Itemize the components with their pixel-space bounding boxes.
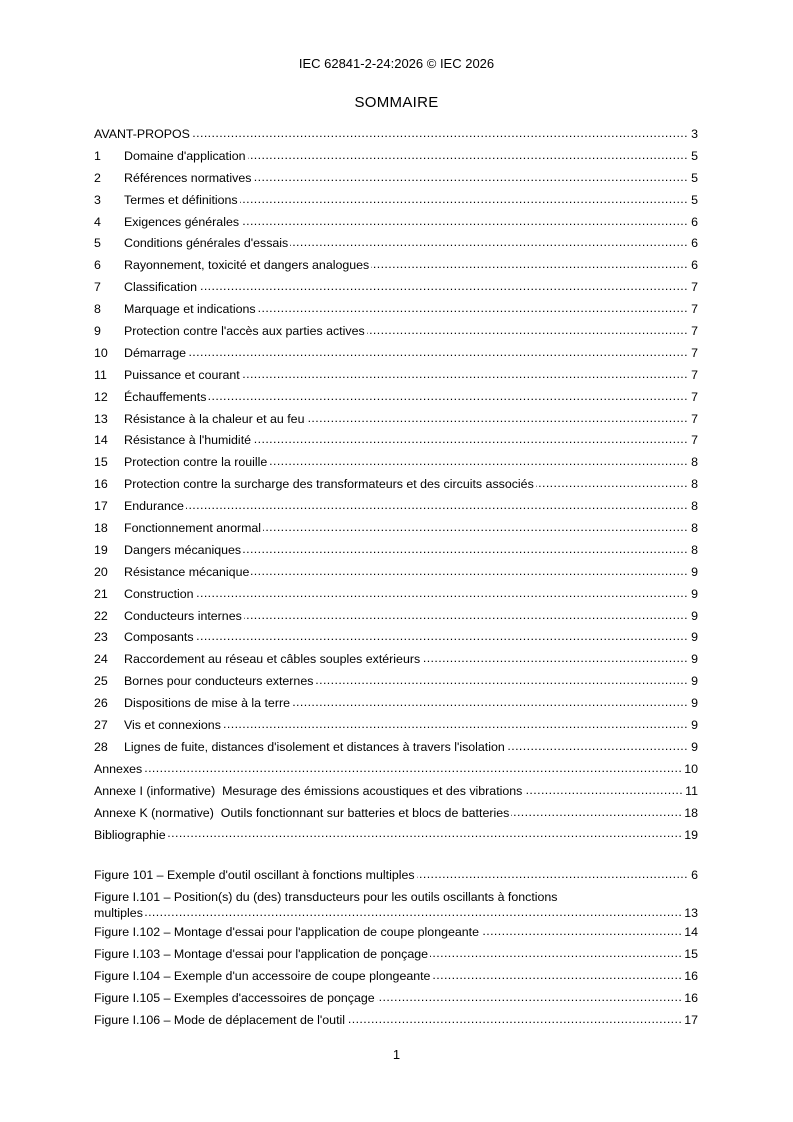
toc-entry-15[interactable] [94,452,698,474]
toc-entry-number: 22 [94,608,108,623]
toc-entry-number: 15 [94,455,108,470]
leader-dots [377,991,683,1005]
toc-entry-label: Rayonnement, toxicité et dangers analogues [124,258,370,273]
toc-entry-label: Dangers mécaniques [124,542,242,557]
toc-entry-label: Protection contre l'accès aux parties actives [124,324,365,339]
toc-entry-20[interactable] [94,562,698,584]
leader-dots [269,455,688,469]
toc-entry-number: 11 [94,367,107,382]
toc-entry-number: 18 [94,521,108,536]
toc-entry-page: 3 [691,127,698,141]
figure-entry-i103[interactable] [94,944,698,966]
leader-dots [251,565,688,579]
toc-entry-label: Marquage et indications [124,302,256,317]
figure-entry-label: Figure I.104 – Exemple d'un accessoire de coupe plongeante [94,969,431,984]
leader-dots [306,411,688,425]
figure-entry-101[interactable] [94,865,698,887]
toc-entry-label: Dispositions de mise à la terre [124,696,290,711]
figure-entry-page: 13 [684,906,698,921]
figure-entry-i105[interactable] [94,988,698,1010]
toc-entry-page: 8 [691,477,698,492]
figure-entry-page: 15 [684,947,698,962]
toc-entry-label: AVANT-PROPOS [94,127,190,141]
toc-entry-label: Exigences générales [124,214,240,229]
toc-entry-label: Démarrage [124,345,186,360]
toc-entry-page: 8 [691,499,698,514]
toc-entry-bibliographie[interactable] [94,825,698,847]
leader-dots [511,806,682,820]
toc-entry-label: Annexe K (normative) Outils fonctionnant sur batteries et blocs de batteries [94,805,510,820]
toc-entry-number: 7 [94,280,101,295]
toc-entry-page: 19 [684,827,698,842]
toc-entry-label: Composants [124,630,194,645]
toc-entry-page: 7 [691,280,698,295]
figure-entry-i106[interactable] [94,1010,698,1032]
leader-dots [417,868,688,882]
toc-entry-annexe-k[interactable] [94,803,698,825]
toc-entry-10[interactable] [94,343,698,365]
toc-entry-3[interactable] [94,190,698,212]
toc-entry-page: 7 [691,302,698,317]
toc-entry-5[interactable] [94,233,698,255]
leader-dots [196,587,688,601]
toc-entry-label: Puissance et courant [124,367,240,382]
toc-entry-number: 14 [94,433,108,448]
toc-entry-label: Protection contre la surcharge des transformateurs et des circuits associés [124,477,534,492]
leader-dots [244,608,688,622]
toc-entry-label: Bornes pour conducteurs externes [124,674,314,689]
toc-entry-annexes[interactable] [94,759,698,781]
toc-entry-page: 11 [685,783,698,798]
toc-entry-page: 5 [691,192,698,207]
toc-entry-number: 23 [94,630,108,645]
toc-entry-page: 5 [691,170,698,185]
toc-entry-label: Domaine d'application [124,148,246,163]
toc-entry-number: 28 [94,739,108,754]
leader-dots [145,903,682,917]
toc-entry-11[interactable] [94,365,698,387]
leader-dots [208,390,688,404]
toc-entry-label: Construction [124,586,194,601]
leader-dots [199,280,688,294]
toc-entry-page: 6 [691,258,698,273]
table-of-contents [94,124,698,1032]
leader-dots [188,346,688,360]
toc-entry-18[interactable] [94,518,698,540]
figure-entry-label-line1: Figure I.101 – Position(s) du (des) transducteurs pour les outils oscillants à fonctions [94,890,558,905]
toc-entry-page: 5 [691,148,698,163]
toc-entry-label: Endurance [124,499,184,514]
leader-dots [243,543,688,557]
toc-entry-number: 1 [94,148,101,163]
toc-entry-label: Annexes [94,761,143,776]
leader-dots [315,674,688,688]
toc-entry-page: 7 [691,411,698,426]
figure-entry-page: 6 [691,868,698,883]
toc-entry-page: 9 [691,652,698,667]
toc-entry-page: 8 [691,542,698,557]
page-title: SOMMAIRE [354,94,439,111]
toc-entry-number: 25 [94,674,108,689]
toc-entry-label: Conditions générales d'essais [124,236,289,251]
toc-entry-27[interactable] [94,715,698,737]
toc-entry-page: 7 [691,345,698,360]
figure-entry-i102[interactable] [94,922,698,944]
toc-entry-number: 2 [94,170,101,185]
document-header: IEC 62841-2-24:2026 © IEC 2026 [298,56,495,71]
leader-dots [536,477,688,491]
leader-dots [240,193,688,207]
toc-entry-4[interactable] [94,212,698,234]
toc-entry-1[interactable] [94,146,698,168]
toc-entry-number: 24 [94,652,108,667]
toc-entry-label: Protection contre la rouille [124,455,268,470]
toc-entry-page: 9 [691,564,698,579]
toc-entry-number: 3 [94,192,101,207]
leader-dots [192,127,688,141]
leader-dots [223,718,688,732]
toc-entry-label: Références normatives [124,170,252,185]
leader-dots [263,521,688,535]
toc-entry-label: Conducteurs internes [124,608,242,623]
toc-entry-label: Raccordement au réseau et câbles souples extérieurs [124,652,421,667]
toc-entry-label: Annexe I (informative) Mesurage des émissions acoustiques et des vibrations [94,783,523,798]
leader-dots [367,324,688,338]
toc-entry-12[interactable] [94,387,698,409]
toc-entry-page: 9 [691,630,698,645]
figure-entry-i101[interactable] [94,887,698,922]
leader-dots [347,1013,682,1027]
toc-entry-number: 10 [94,345,108,360]
toc-entry-number: 27 [94,718,108,733]
figure-entry-page: 14 [684,925,698,940]
toc-entry-2[interactable] [94,168,698,190]
toc-entry-label: Lignes de fuite, distances d'isolement et distances à travers l'isolation [124,739,505,754]
toc-entry-page: 7 [691,389,698,404]
toc-entry-25[interactable] [94,671,698,693]
section-spacer [94,846,698,865]
toc-entry-page: 9 [691,586,698,601]
leader-dots [290,236,688,250]
toc-entry-label: Termes et définitions [124,192,238,207]
toc-entry-number: 19 [94,542,108,557]
leader-dots [481,925,682,939]
leader-dots [253,171,688,185]
figure-entry-page: 16 [684,990,698,1005]
toc-entry-21[interactable] [94,584,698,606]
toc-entry-label: Résistance mécanique [124,564,250,579]
figure-entry-label-line2: multiples [94,906,143,921]
leader-dots [186,499,688,513]
leader-dots [253,433,688,447]
figure-entry-label: Figure I.105 – Exemples d'accessoires de ponçage [94,990,375,1005]
leader-dots [241,214,688,228]
toc-entry-24[interactable] [94,649,698,671]
toc-entry-22[interactable] [94,606,698,628]
toc-entry-number: 9 [94,324,101,339]
toc-entry-label: Fonctionnement anormal [124,521,262,536]
toc-entry-label: Classification [124,280,197,295]
leader-dots [430,947,682,961]
leader-dots [371,258,688,272]
leader-dots [422,652,688,666]
page-number: 1 [392,1047,401,1062]
figure-entry-page: 17 [684,1012,698,1027]
toc-entry-label: Échauffements [124,389,207,404]
toc-entry-label: Bibliographie [94,827,166,842]
figure-entry-page: 16 [684,969,698,984]
toc-entry-6[interactable] [94,255,698,277]
leader-dots [248,149,688,163]
leader-dots [524,784,683,798]
toc-entry-number: 26 [94,696,108,711]
toc-entry-page: 10 [684,761,698,776]
toc-entry-17[interactable] [94,496,698,518]
toc-entry-9[interactable] [94,321,698,343]
toc-entry-number: 12 [94,389,108,404]
toc-entry-label: Vis et connexions [124,718,221,733]
figure-entry-label: Figure I.102 – Montage d'essai pour l'application de coupe plongeante [94,925,479,940]
toc-entry-19[interactable] [94,540,698,562]
figure-entry-label: Figure 101 – Exemple d'outil oscillant à fonctions multiples [94,868,415,883]
leader-dots [196,630,688,644]
toc-entry-number: 5 [94,236,101,251]
toc-entry-page: 9 [691,739,698,754]
toc-entry-page: 6 [691,214,698,229]
toc-entry-23[interactable] [94,627,698,649]
toc-entry-annexe-i[interactable] [94,781,698,803]
toc-entry-13[interactable] [94,409,698,431]
toc-entry-page: 7 [691,367,698,382]
toc-entry-16[interactable] [94,474,698,496]
toc-entry-avant-propos[interactable] [94,124,698,146]
toc-entry-page: 18 [684,805,698,820]
toc-entry-number: 13 [94,411,108,426]
toc-entry-number: 21 [94,586,108,601]
toc-entry-number: 17 [94,499,108,514]
toc-entry-page: 8 [691,455,698,470]
toc-entry-page: 8 [691,521,698,536]
figure-entry-label: Figure I.103 – Montage d'essai pour l'application de ponçage [94,947,428,962]
toc-entry-number: 16 [94,477,108,492]
toc-entry-14[interactable] [94,430,698,452]
toc-entry-page: 9 [691,608,698,623]
toc-entry-number: 20 [94,564,108,579]
toc-entry-page: 9 [691,718,698,733]
leader-dots [292,696,688,710]
toc-entry-number: 6 [94,258,101,273]
toc-entry-page: 6 [691,236,698,251]
toc-entry-number: 4 [94,214,101,229]
figure-entry-label: Figure I.106 – Mode de déplacement de l'outil [94,1012,346,1027]
toc-entry-label: Résistance à l'humidité [124,433,252,448]
toc-entry-28[interactable] [94,737,698,759]
toc-entry-label: Résistance à la chaleur et au feu [124,411,305,426]
figure-entry-i104[interactable] [94,966,698,988]
leader-dots [507,740,688,754]
toc-entry-page: 7 [691,433,698,448]
toc-entry-8[interactable] [94,299,698,321]
toc-entry-7[interactable] [94,277,698,299]
toc-entry-26[interactable] [94,693,698,715]
leader-dots [432,969,682,983]
leader-dots [242,368,688,382]
toc-entry-number: 8 [94,302,101,317]
toc-entry-page: 9 [691,696,698,711]
leader-dots [168,827,683,841]
toc-entry-page: 9 [691,674,698,689]
toc-entry-page: 7 [691,324,698,339]
leader-dots [144,762,682,776]
leader-dots [258,302,688,316]
